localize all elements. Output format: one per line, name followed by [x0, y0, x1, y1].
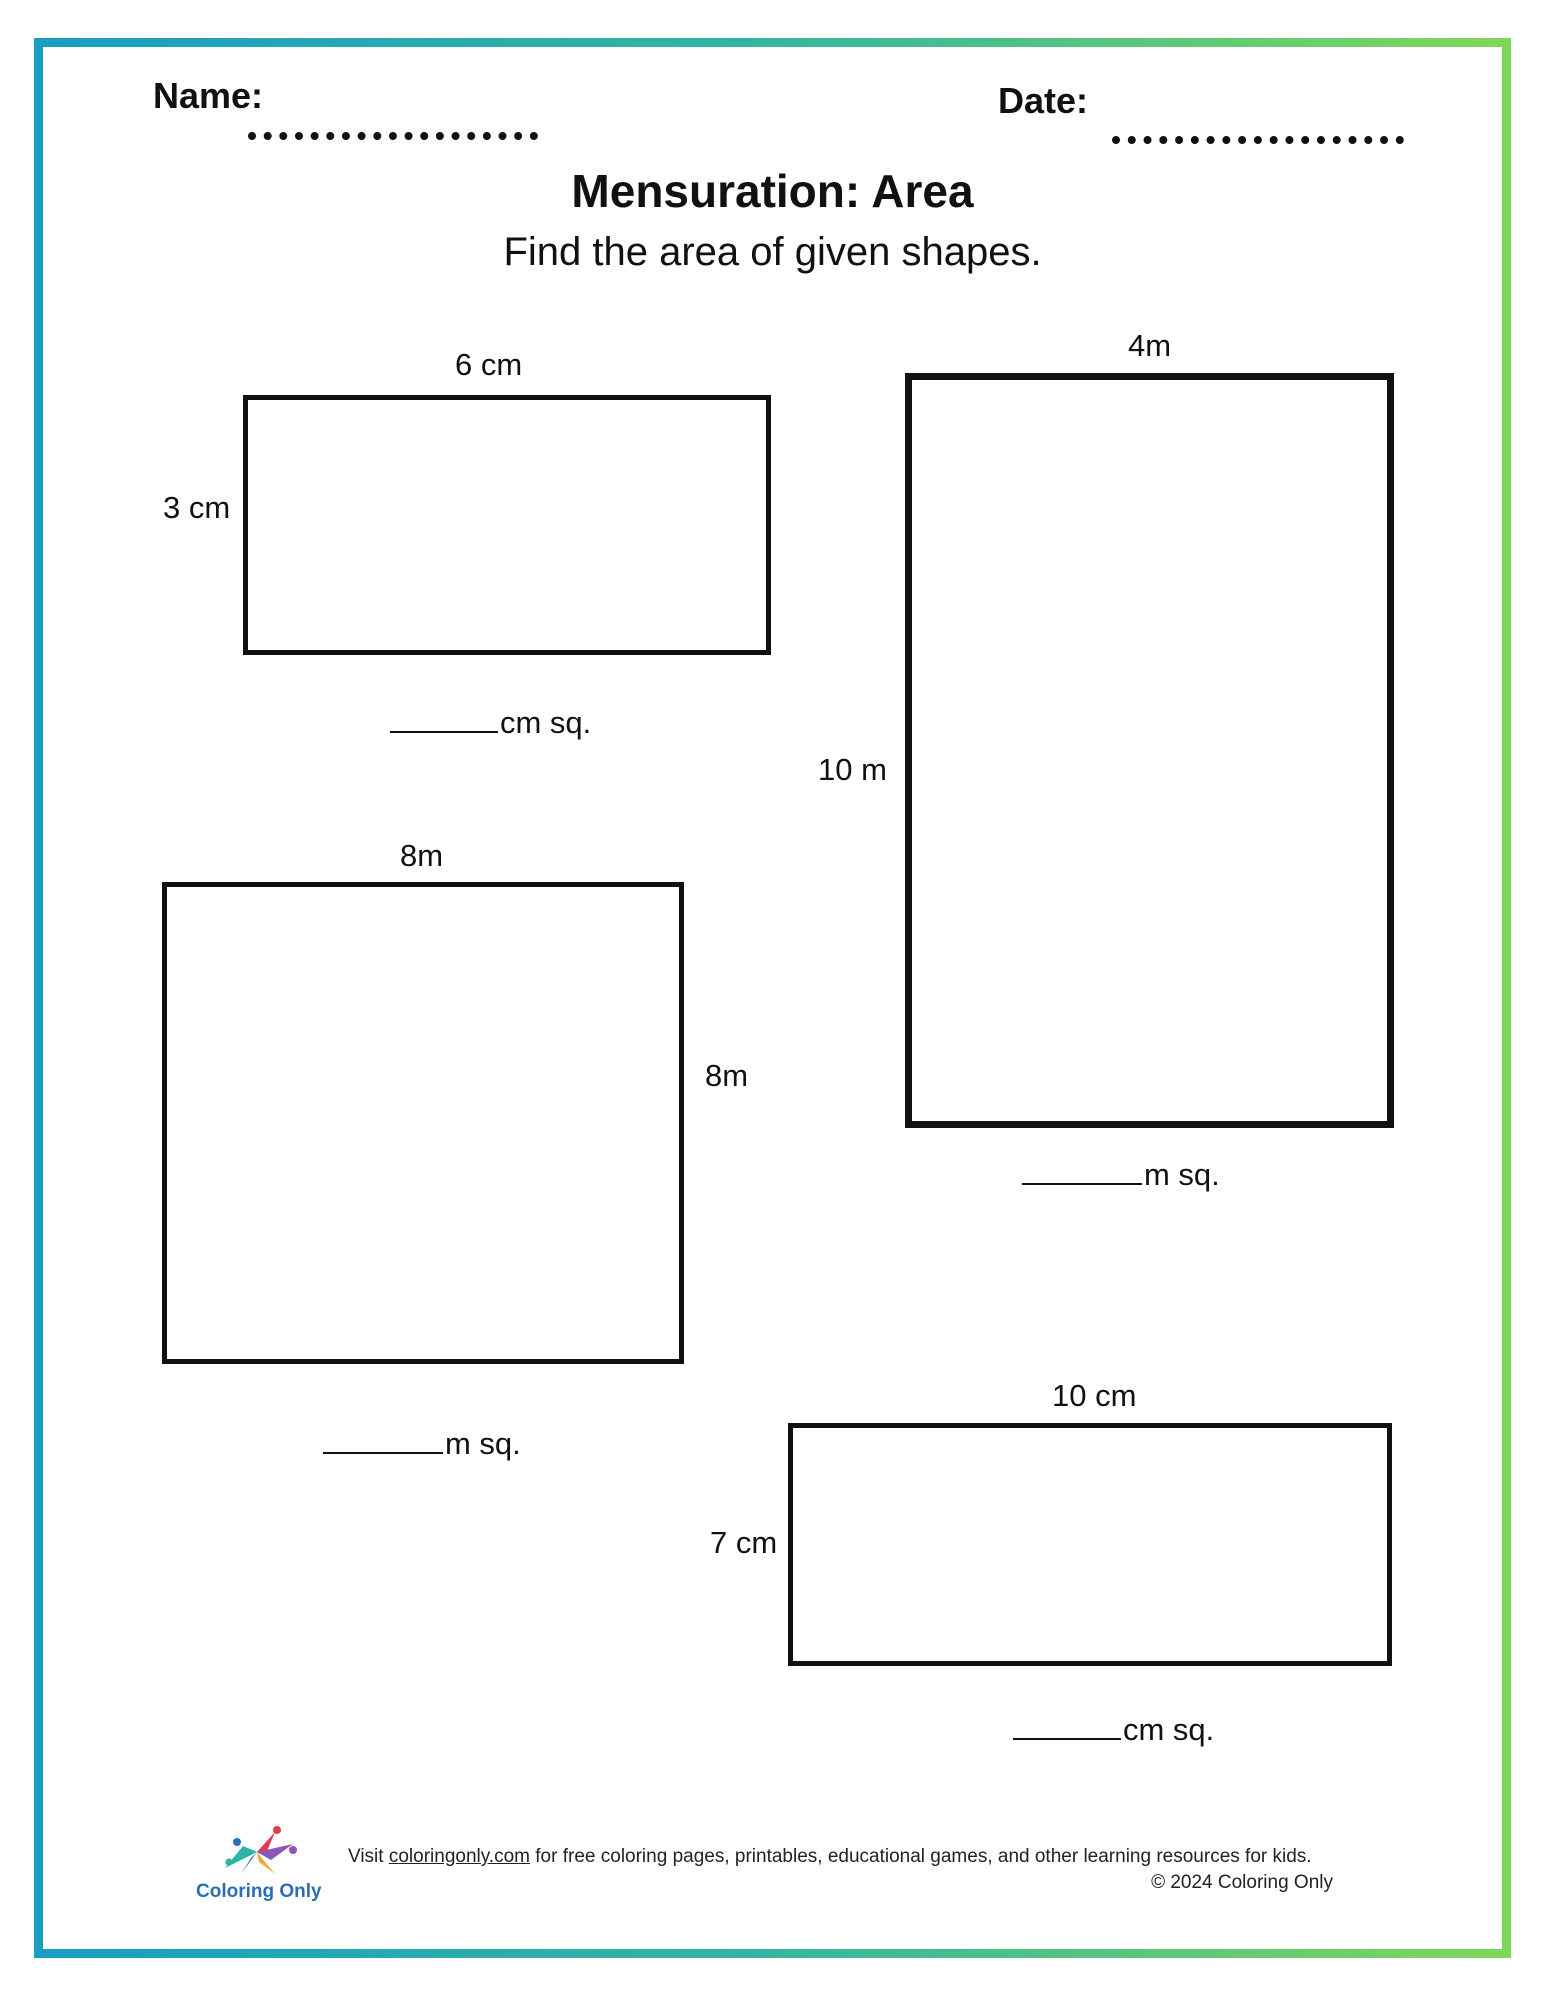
footer-rest: for free coloring pages, printables, educational games, and other learning resources for kids.: [535, 1846, 1312, 1867]
shape1-top-label: 6 cm: [455, 347, 523, 382]
footer-line: [348, 1846, 1312, 1868]
shape3-square: [162, 882, 684, 1364]
shape3-answer-blank[interactable]: [323, 1451, 443, 1454]
shape1-answer[interactable]: [390, 705, 591, 741]
date-label: Date:: [998, 80, 1089, 121]
shape3-side-label: 8m: [705, 1058, 749, 1093]
shape1-side-label: 3 cm: [163, 490, 231, 525]
shape4-answer[interactable]: [1013, 1712, 1214, 1748]
shape2-answer[interactable]: [1022, 1157, 1220, 1193]
shape2-side-label: 10 m: [818, 752, 887, 787]
date-line[interactable]: [1112, 136, 1404, 144]
shape1-answer-unit: cm sq.: [500, 705, 592, 740]
shape3-answer-unit: m sq.: [445, 1426, 521, 1461]
name-label: Name:: [153, 75, 264, 116]
shape2-answer-unit: m sq.: [1144, 1157, 1220, 1192]
shape1-answer-blank[interactable]: [390, 730, 498, 733]
footer-visit: Visit: [348, 1846, 384, 1867]
shape1-rectangle: [243, 395, 771, 655]
shape4-answer-unit: cm sq.: [1123, 1712, 1215, 1747]
footer-link[interactable]: coloringonly.com: [388, 1846, 530, 1867]
shape2-rectangle: [905, 373, 1394, 1128]
shape4-top-label: 10 cm: [1052, 1378, 1137, 1413]
name-line[interactable]: [248, 132, 538, 140]
shape3-answer[interactable]: [323, 1426, 521, 1462]
page-subtitle: Find the area of given shapes.: [503, 230, 1042, 274]
shape2-answer-blank[interactable]: [1022, 1182, 1142, 1185]
logo-text: Coloring Only: [196, 1881, 322, 1902]
shape4-answer-blank[interactable]: [1013, 1737, 1121, 1740]
shape4-side-label: 7 cm: [710, 1525, 778, 1560]
star-figures-icon: [215, 1822, 305, 1878]
shape3-top-label: 8m: [400, 838, 444, 873]
footer-copyright: © 2024 Coloring Only: [1151, 1872, 1333, 1893]
shape2-top-label: 4m: [1128, 328, 1172, 363]
shape4-rectangle: [788, 1423, 1392, 1666]
page-title: Mensuration: Area: [571, 165, 974, 217]
